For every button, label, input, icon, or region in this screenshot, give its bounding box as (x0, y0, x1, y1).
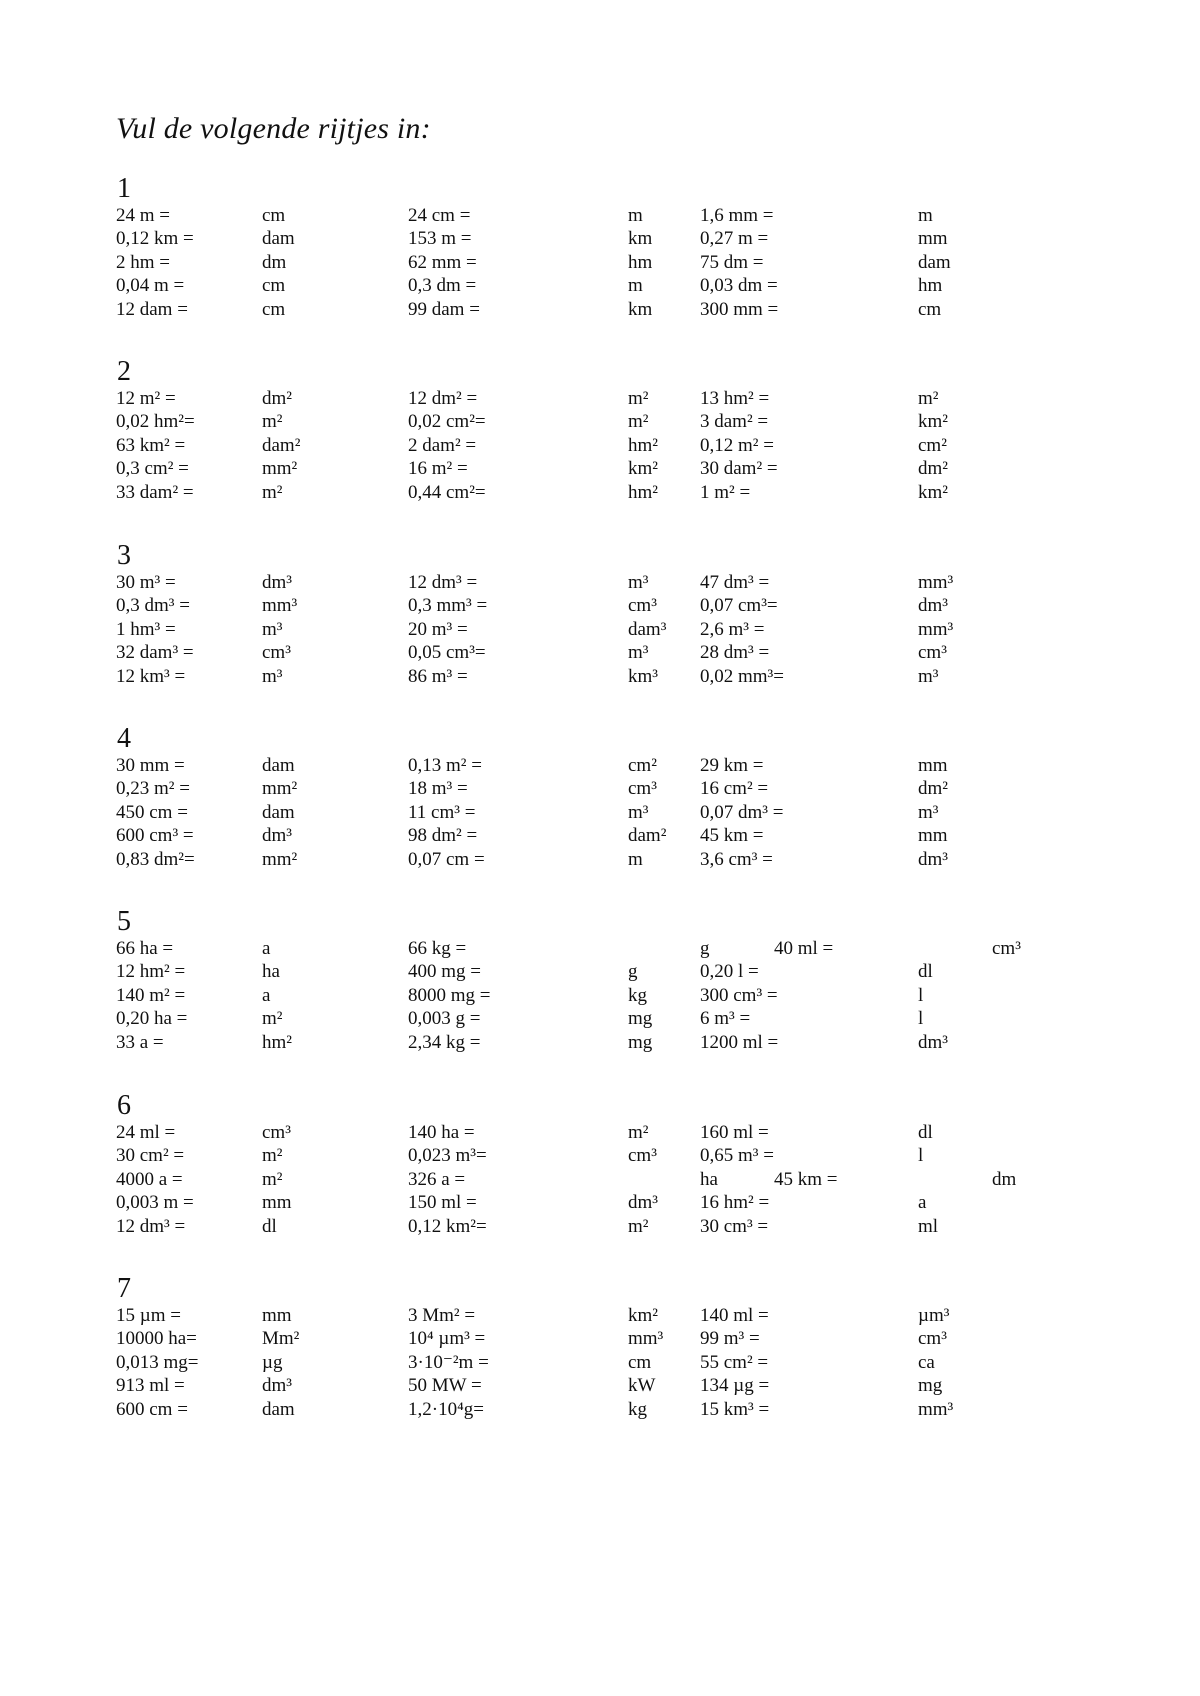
quantity-expression: 16 hm² = (700, 1192, 770, 1214)
exercise-section-2 (116, 357, 1116, 504)
target-unit: dm² (918, 778, 948, 800)
quantity-expression: 66 ha = (116, 938, 174, 959)
quantity-expression: 2 dam² = (408, 434, 477, 456)
target-unit: g (628, 961, 638, 983)
target-unit: m² (262, 481, 283, 503)
quantity-expression: 0,44 cm²= (408, 481, 486, 503)
target-unit: ha (262, 961, 280, 983)
target-unit: dam (262, 1398, 295, 1420)
target-unit: hm (628, 251, 653, 273)
section-number: 7 (117, 1273, 131, 1304)
target-unit: µm³ (918, 1305, 950, 1326)
quantity-expression: 10⁴ µm³ = (408, 1328, 486, 1350)
exercise-row (116, 1304, 1116, 1327)
section-number: 5 (117, 906, 131, 937)
target-unit: m² (628, 388, 649, 409)
target-unit: m² (918, 388, 939, 409)
target-unit: dam (918, 251, 951, 273)
exercise-row (116, 298, 1116, 321)
quantity-expression: 12 dm² = (408, 388, 478, 409)
section-number: 6 (117, 1090, 131, 1121)
quantity-expression: 913 ml = (116, 1375, 185, 1397)
exercise-row (116, 618, 1116, 641)
target-unit: km² (628, 1305, 658, 1326)
target-unit: m³ (628, 801, 649, 823)
quantity-expression: 0,03 dm = (700, 275, 778, 297)
exercise-row (116, 481, 1116, 504)
target-unit: dl (262, 1215, 277, 1237)
quantity-expression: 98 dm² = (408, 825, 478, 847)
target-unit: m² (262, 411, 283, 433)
quantity-expression: 0,07 cm³= (700, 595, 778, 617)
quantity-expression: 140 m² = (116, 984, 186, 1006)
exercise-row (116, 1168, 1116, 1191)
quantity-expression: 63 km² = (116, 434, 186, 456)
target-unit: km (628, 298, 653, 320)
quantity-expression: 12 dm³ = (408, 572, 478, 593)
target-unit: dm³ (262, 1375, 292, 1397)
exercise-row (116, 434, 1116, 457)
quantity-expression: 24 m = (116, 205, 170, 226)
quantity-expression: 24 cm = (408, 205, 471, 226)
quantity-expression: 0,3 dm = (408, 275, 477, 297)
quantity-expression: 33 dam² = (116, 481, 194, 503)
quantity-expression: 32 dam³ = (116, 642, 194, 664)
quantity-expression: 12 dm³ = (116, 1215, 186, 1237)
target-unit: hm (918, 275, 943, 297)
target-unit: cm² (628, 755, 657, 776)
quantity-expression: 3 dam² = (700, 411, 769, 433)
target-unit: mm (918, 228, 948, 250)
quantity-expression: 0,3 cm² = (116, 458, 189, 480)
target-unit: cm (918, 298, 942, 320)
target-unit: m³ (628, 572, 649, 593)
quantity-expression: 28 dm³ = (700, 642, 770, 664)
target-unit: g (700, 938, 710, 959)
exercise-row (116, 824, 1116, 847)
quantity-expression: 8000 mg = (408, 984, 491, 1006)
exercise-row (116, 457, 1116, 480)
quantity-expression: 62 mm = (408, 251, 477, 273)
quantity-expression: 0,003 g = (408, 1008, 481, 1030)
target-unit: kg (628, 984, 647, 1006)
exercise-row (116, 1351, 1116, 1374)
target-unit: dm³ (628, 1192, 658, 1214)
exercise-row (116, 1121, 1116, 1144)
target-unit: a (262, 938, 271, 959)
target-unit: dm² (918, 458, 948, 480)
target-unit: mm (262, 1305, 292, 1326)
target-unit: dam (262, 755, 295, 776)
section-number: 1 (117, 173, 131, 204)
quantity-expression: 15 µm = (116, 1305, 181, 1326)
target-unit: mm³ (918, 1398, 954, 1420)
quantity-expression: 47 dm³ = (700, 572, 770, 593)
quantity-expression: 20 m³ = (408, 618, 468, 640)
exercise-row (116, 848, 1116, 871)
target-unit: mm² (262, 778, 298, 800)
quantity-expression: 134 µg = (700, 1375, 770, 1397)
quantity-expression: 30 cm³ = (700, 1215, 769, 1237)
exercise-row (116, 665, 1116, 688)
exercise-row (116, 594, 1116, 617)
quantity-expression: 13 hm² = (700, 388, 770, 409)
quantity-expression: 160 ml = (700, 1122, 769, 1143)
exercise-row (116, 1398, 1116, 1421)
exercise-row (116, 641, 1116, 664)
quantity-expression: 99 dam = (408, 298, 480, 320)
exercise-row (116, 1215, 1116, 1238)
exercise-row (116, 227, 1116, 250)
target-unit: km³ (628, 665, 658, 687)
target-unit: cm (262, 298, 286, 320)
exercise-row (116, 1374, 1116, 1397)
quantity-expression: 30 mm = (116, 755, 185, 776)
section-number: 2 (117, 356, 131, 387)
target-unit: dm³ (262, 572, 292, 593)
quantity-expression: 0,13 m² = (408, 755, 482, 776)
target-unit: m³ (918, 801, 939, 823)
target-unit: mm³ (918, 618, 954, 640)
exercise-section-1 (116, 174, 1116, 321)
quantity-expression: 16 cm² = (700, 778, 769, 800)
target-unit: mm (262, 1192, 292, 1214)
quantity-expression: 18 m³ = (408, 778, 468, 800)
exercise-row (116, 387, 1116, 410)
target-unit: cm³ (918, 642, 947, 664)
exercise-section-6 (116, 1091, 1116, 1238)
target-unit: cm³ (628, 595, 657, 617)
quantity-expression: 0,07 dm³ = (700, 801, 784, 823)
target-unit: cm (262, 205, 286, 226)
quantity-expression: 0,02 mm³= (700, 665, 784, 687)
page-title: Vul de volgende rijtjes in: (116, 112, 431, 145)
target-unit: mm (918, 755, 948, 776)
target-unit: l (918, 1008, 924, 1030)
target-unit: m² (262, 1168, 283, 1190)
exercise-row (116, 410, 1116, 433)
target-unit: m² (628, 1122, 649, 1143)
quantity-expression: 3,6 cm³ = (700, 848, 773, 870)
quantity-expression: 0,83 dm²= (116, 848, 195, 870)
target-unit: km (628, 228, 653, 250)
section-number: 3 (117, 540, 131, 571)
exercise-row (116, 1031, 1116, 1054)
target-unit: km² (918, 481, 948, 503)
target-unit: cm³ (628, 1145, 657, 1167)
target-unit: ml (918, 1215, 939, 1237)
quantity-expression: 12 dam = (116, 298, 188, 320)
quantity-expression: 4000 a = (116, 1168, 183, 1190)
target-unit: dam (262, 228, 295, 250)
quantity-expression: 0,23 m² = (116, 778, 190, 800)
quantity-expression: 140 ha = (408, 1122, 475, 1143)
quantity-expression: 450 cm = (116, 801, 188, 823)
target-unit: l (918, 1145, 924, 1167)
target-unit: dam³ (628, 618, 667, 640)
quantity-expression: 11 cm³ = (408, 801, 476, 823)
target-unit: m³ (262, 665, 283, 687)
target-unit: dam (262, 801, 295, 823)
quantity-expression: 6 m³ = (700, 1008, 751, 1030)
quantity-expression: 300 mm = (700, 298, 779, 320)
target-unit: dl (918, 1122, 933, 1143)
quantity-expression: 30 dam² = (700, 458, 778, 480)
target-unit: mm² (262, 458, 298, 480)
quantity-expression: 1,6 mm = (700, 205, 774, 226)
target-unit: mg (628, 1031, 653, 1053)
exercise-section-3 (116, 541, 1116, 688)
exercise-row (116, 204, 1116, 227)
quantity-expression: 1,2·10⁴g= (408, 1398, 484, 1420)
quantity-expression: 45 km = (774, 1168, 838, 1190)
quantity-expression: 15 km³ = (700, 1398, 770, 1420)
target-unit: dm³ (918, 595, 948, 617)
target-unit: m (628, 205, 643, 226)
quantity-expression: 153 m = (408, 228, 472, 250)
quantity-expression: 0,3 dm³ = (116, 595, 190, 617)
target-unit: mm³ (628, 1328, 664, 1350)
quantity-expression: 99 m³ = (700, 1328, 760, 1350)
quantity-expression: 29 km = (700, 755, 764, 776)
target-unit: hm² (262, 1031, 292, 1053)
target-unit: µg (262, 1351, 283, 1373)
target-unit: cm³ (262, 1122, 291, 1143)
exercise-row (116, 777, 1116, 800)
target-unit: dm³ (262, 825, 292, 847)
quantity-expression: 2,6 m³ = (700, 618, 765, 640)
target-unit: cm³ (628, 778, 657, 800)
target-unit: cm³ (992, 938, 1021, 959)
quantity-expression: 45 km = (700, 825, 764, 847)
quantity-expression: 0,20 ha = (116, 1008, 188, 1030)
exercise-row (116, 960, 1116, 983)
quantity-expression: 0,023 m³= (408, 1145, 487, 1167)
target-unit: dl (918, 961, 933, 983)
target-unit: dm² (262, 388, 292, 409)
target-unit: ha (700, 1168, 718, 1190)
target-unit: a (262, 984, 271, 1006)
target-unit: dm (992, 1168, 1017, 1190)
quantity-expression: 75 dm = (700, 251, 764, 273)
target-unit: cm³ (262, 642, 291, 664)
exercise-section-7 (116, 1274, 1116, 1421)
target-unit: cm (628, 1351, 652, 1373)
quantity-expression: 30 m³ = (116, 572, 176, 593)
quantity-expression: 0,27 m = (700, 228, 769, 250)
target-unit: m² (262, 1145, 283, 1167)
quantity-expression: 12 hm² = (116, 961, 186, 983)
target-unit: dam² (628, 825, 667, 847)
exercise-row (116, 1144, 1116, 1167)
section-number: 4 (117, 723, 131, 754)
quantity-expression: 86 m³ = (408, 665, 468, 687)
target-unit: mg (918, 1375, 943, 1397)
quantity-expression: 66 kg = (408, 938, 467, 959)
target-unit: m² (628, 411, 649, 433)
exercise-row (116, 754, 1116, 777)
quantity-expression: 12 km³ = (116, 665, 186, 687)
quantity-expression: 140 ml = (700, 1305, 769, 1326)
quantity-expression: 0,20 l = (700, 961, 759, 983)
exercise-row (116, 1007, 1116, 1030)
quantity-expression: 40 ml = (774, 938, 834, 959)
quantity-expression: 24 ml = (116, 1122, 176, 1143)
quantity-expression: 326 a = (408, 1168, 466, 1190)
quantity-expression: 1200 ml = (700, 1031, 779, 1053)
quantity-expression: 400 mg = (408, 961, 481, 983)
quantity-expression: 33 a = (116, 1031, 164, 1053)
quantity-expression: 0,02 hm²= (116, 411, 195, 433)
target-unit: m (628, 275, 643, 297)
quantity-expression: 0,3 mm³ = (408, 595, 488, 617)
quantity-expression: 3 Mm² = (408, 1305, 476, 1326)
target-unit: kg (628, 1398, 647, 1420)
target-unit: hm² (628, 434, 658, 456)
target-unit: a (918, 1192, 927, 1214)
target-unit: mm³ (262, 595, 298, 617)
quantity-expression: 2,34 kg = (408, 1031, 481, 1053)
quantity-expression: 3·10⁻²m = (408, 1351, 489, 1373)
target-unit: m³ (918, 665, 939, 687)
quantity-expression: 0,02 cm²= (408, 411, 486, 433)
quantity-expression: 2 hm = (116, 251, 170, 273)
exercise-row (116, 1327, 1116, 1350)
quantity-expression: 300 cm³ = (700, 984, 778, 1006)
exercise-row (116, 251, 1116, 274)
target-unit: mg (628, 1008, 653, 1030)
exercise-row (116, 274, 1116, 297)
quantity-expression: 1 m² = (700, 481, 751, 503)
exercise-row (116, 984, 1116, 1007)
exercise-row (116, 571, 1116, 594)
quantity-expression: 600 cm = (116, 1398, 188, 1420)
target-unit: cm² (918, 434, 947, 456)
target-unit: dm (262, 251, 287, 273)
quantity-expression: 0,013 mg= (116, 1351, 199, 1373)
target-unit: mm (918, 825, 948, 847)
quantity-expression: 16 m² = (408, 458, 468, 480)
quantity-expression: 50 MW = (408, 1375, 482, 1397)
quantity-expression: 10000 ha= (116, 1328, 197, 1350)
quantity-expression: 0,003 m = (116, 1192, 194, 1214)
target-unit: m (628, 848, 643, 870)
quantity-expression: 0,04 m = (116, 275, 185, 297)
target-unit: ca (918, 1351, 935, 1373)
target-unit: m² (628, 1215, 649, 1237)
exercise-section-4 (116, 724, 1116, 871)
quantity-expression: 150 ml = (408, 1192, 477, 1214)
target-unit: m (918, 205, 933, 226)
quantity-expression: 0,12 m² = (700, 434, 774, 456)
target-unit: l (918, 984, 924, 1006)
quantity-expression: 600 cm³ = (116, 825, 194, 847)
target-unit: cm (262, 275, 286, 297)
target-unit: Mm² (262, 1328, 300, 1350)
quantity-expression: 12 m² = (116, 388, 176, 409)
target-unit: dam² (262, 434, 301, 456)
target-unit: m³ (628, 642, 649, 664)
quantity-expression: 0,05 cm³= (408, 642, 486, 664)
target-unit: cm³ (918, 1328, 947, 1350)
target-unit: m³ (262, 618, 283, 640)
target-unit: mm² (262, 848, 298, 870)
target-unit: dm³ (918, 1031, 948, 1053)
quantity-expression: 0,12 km = (116, 228, 194, 250)
exercise-section-5 (116, 907, 1116, 1054)
exercise-row (116, 937, 1116, 960)
target-unit: hm² (628, 481, 658, 503)
quantity-expression: 1 hm³ = (116, 618, 176, 640)
target-unit: mm³ (918, 572, 954, 593)
target-unit: km² (918, 411, 948, 433)
target-unit: dm³ (918, 848, 948, 870)
quantity-expression: 55 cm² = (700, 1351, 769, 1373)
target-unit: km² (628, 458, 658, 480)
quantity-expression: 0,07 cm = (408, 848, 485, 870)
target-unit: kW (628, 1375, 656, 1397)
exercise-row (116, 801, 1116, 824)
quantity-expression: 30 cm² = (116, 1145, 185, 1167)
exercise-row (116, 1191, 1116, 1214)
quantity-expression: 0,12 km²= (408, 1215, 487, 1237)
target-unit: m² (262, 1008, 283, 1030)
quantity-expression: 0,65 m³ = (700, 1145, 774, 1167)
